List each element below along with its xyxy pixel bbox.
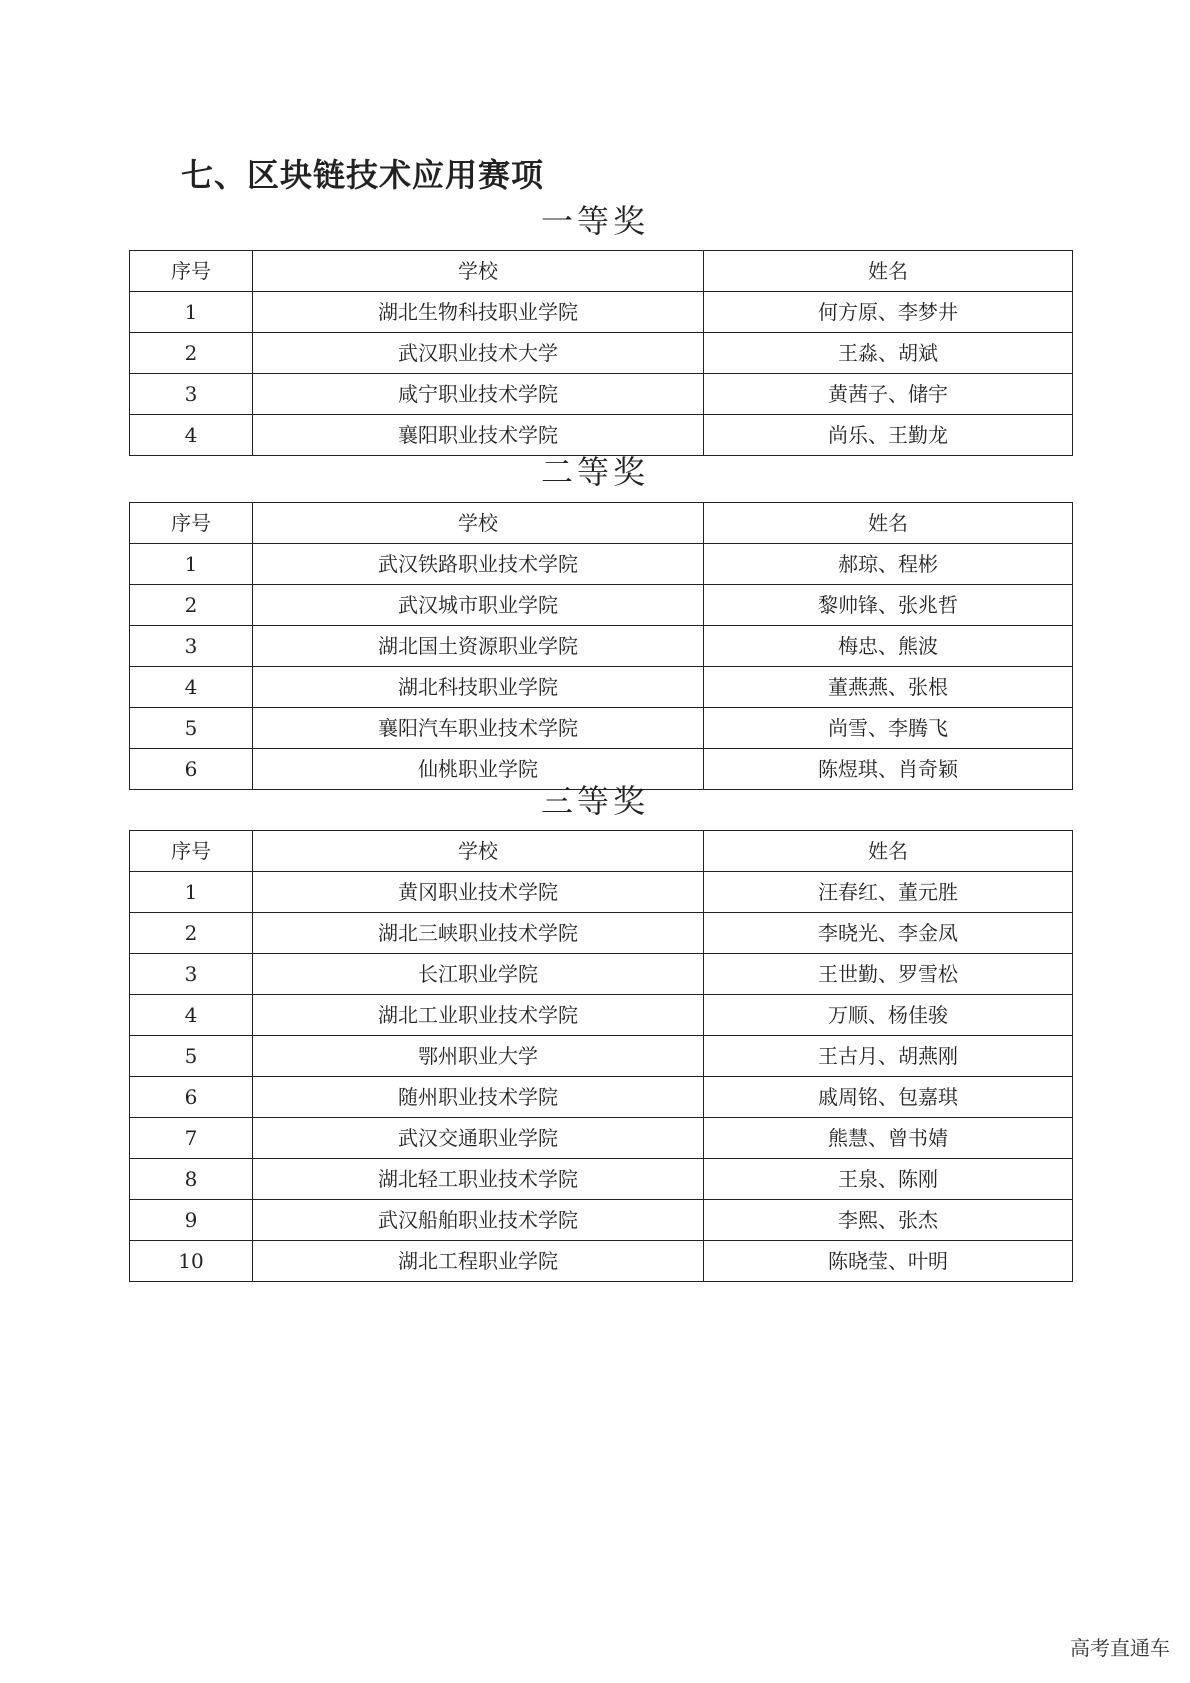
table-row (130, 667, 1073, 708)
row-name: 熊慧、曾书婧 (704, 1118, 1073, 1159)
table-row (130, 995, 1073, 1036)
row-no: 9 (130, 1200, 253, 1241)
row-no: 3 (130, 626, 253, 667)
row-school: 武汉交通职业学院 (253, 1118, 704, 1159)
row-no: 3 (130, 374, 253, 415)
header-school: 学校 (253, 503, 704, 544)
table-row (130, 954, 1073, 995)
row-school: 黄冈职业技术学院 (253, 872, 704, 913)
row-school: 湖北工程职业学院 (253, 1241, 704, 1282)
table-row (130, 1241, 1073, 1282)
row-no: 8 (130, 1159, 253, 1200)
row-no: 4 (130, 995, 253, 1036)
table-row (130, 1159, 1073, 1200)
row-name: 郝琼、程彬 (704, 544, 1073, 585)
row-school: 咸宁职业技术学院 (253, 374, 704, 415)
row-school: 鄂州职业大学 (253, 1036, 704, 1077)
table-row (130, 333, 1073, 374)
first-prize-title: 一等奖 (540, 202, 649, 240)
table-row (130, 585, 1073, 626)
table-row (130, 1200, 1073, 1241)
row-no: 4 (130, 667, 253, 708)
header-name: 姓名 (704, 831, 1073, 872)
row-name: 王古月、胡燕刚 (704, 1036, 1073, 1077)
row-name: 陈煜琪、肖奇颖 (704, 749, 1073, 790)
row-school: 湖北工业职业技术学院 (253, 995, 704, 1036)
header-name: 姓名 (704, 503, 1073, 544)
row-school: 襄阳汽车职业技术学院 (253, 708, 704, 749)
row-no: 2 (130, 585, 253, 626)
row-no: 2 (130, 333, 253, 374)
row-name: 尚雪、李腾飞 (704, 708, 1073, 749)
row-no: 1 (130, 292, 253, 333)
table-row (130, 1036, 1073, 1077)
second-prize-table (129, 502, 1073, 790)
row-no: 1 (130, 872, 253, 913)
row-name: 万顺、杨佳骏 (704, 995, 1073, 1036)
second-prize-title: 二等奖 (540, 453, 649, 491)
row-no: 6 (130, 749, 253, 790)
row-name: 何方原、李梦井 (704, 292, 1073, 333)
row-name: 戚周铭、包嘉琪 (704, 1077, 1073, 1118)
row-no: 5 (130, 1036, 253, 1077)
table-row (130, 1077, 1073, 1118)
row-school: 湖北科技职业学院 (253, 667, 704, 708)
row-name: 李晓光、李金凤 (704, 913, 1073, 954)
row-school: 武汉铁路职业技术学院 (253, 544, 704, 585)
row-no: 7 (130, 1118, 253, 1159)
third-prize-table (129, 830, 1073, 1282)
header-no: 序号 (130, 503, 253, 544)
first-prize-table (129, 250, 1073, 456)
row-name: 尚乐、王勤龙 (704, 415, 1073, 456)
header-no: 序号 (130, 831, 253, 872)
row-name: 李熙、张杰 (704, 1200, 1073, 1241)
row-school: 武汉船舶职业技术学院 (253, 1200, 704, 1241)
row-name: 黄茜子、储宇 (704, 374, 1073, 415)
row-school: 长江职业学院 (253, 954, 704, 995)
row-school: 湖北生物科技职业学院 (253, 292, 704, 333)
row-no: 3 (130, 954, 253, 995)
header-school: 学校 (253, 251, 704, 292)
table-row (130, 544, 1073, 585)
header-name: 姓名 (704, 251, 1073, 292)
row-school: 襄阳职业技术学院 (253, 415, 704, 456)
row-school: 武汉城市职业学院 (253, 585, 704, 626)
table-row (130, 1118, 1073, 1159)
table-row (130, 374, 1073, 415)
row-school: 随州职业技术学院 (253, 1077, 704, 1118)
third-prize-title: 三等奖 (540, 782, 649, 820)
table-header-row (130, 503, 1073, 544)
row-school: 湖北轻工职业技术学院 (253, 1159, 704, 1200)
table-header-row (130, 251, 1073, 292)
row-no: 5 (130, 708, 253, 749)
table-row (130, 626, 1073, 667)
row-name: 梅忠、熊波 (704, 626, 1073, 667)
table-row (130, 292, 1073, 333)
watermark-text: 高考直通车 (1070, 1636, 1170, 1660)
header-no: 序号 (130, 251, 253, 292)
row-name: 董燕燕、张根 (704, 667, 1073, 708)
row-no: 10 (130, 1241, 253, 1282)
row-no: 4 (130, 415, 253, 456)
row-name: 汪春红、董元胜 (704, 872, 1073, 913)
row-school: 湖北三峡职业技术学院 (253, 913, 704, 954)
section-title: 七、区块链技术应用赛项 (181, 156, 545, 194)
table-row (130, 872, 1073, 913)
row-no: 6 (130, 1077, 253, 1118)
row-name: 王泉、陈刚 (704, 1159, 1073, 1200)
row-school: 仙桃职业学院 (253, 749, 704, 790)
table-row (130, 415, 1073, 456)
header-school: 学校 (253, 831, 704, 872)
row-no: 2 (130, 913, 253, 954)
row-school: 武汉职业技术大学 (253, 333, 704, 374)
table-header-row (130, 831, 1073, 872)
row-no: 1 (130, 544, 253, 585)
row-name: 黎帅锋、张兆哲 (704, 585, 1073, 626)
row-name: 王世勤、罗雪松 (704, 954, 1073, 995)
table-row (130, 708, 1073, 749)
table-row (130, 913, 1073, 954)
row-name: 陈晓莹、叶明 (704, 1241, 1073, 1282)
row-name: 王淼、胡斌 (704, 333, 1073, 374)
row-school: 湖北国土资源职业学院 (253, 626, 704, 667)
